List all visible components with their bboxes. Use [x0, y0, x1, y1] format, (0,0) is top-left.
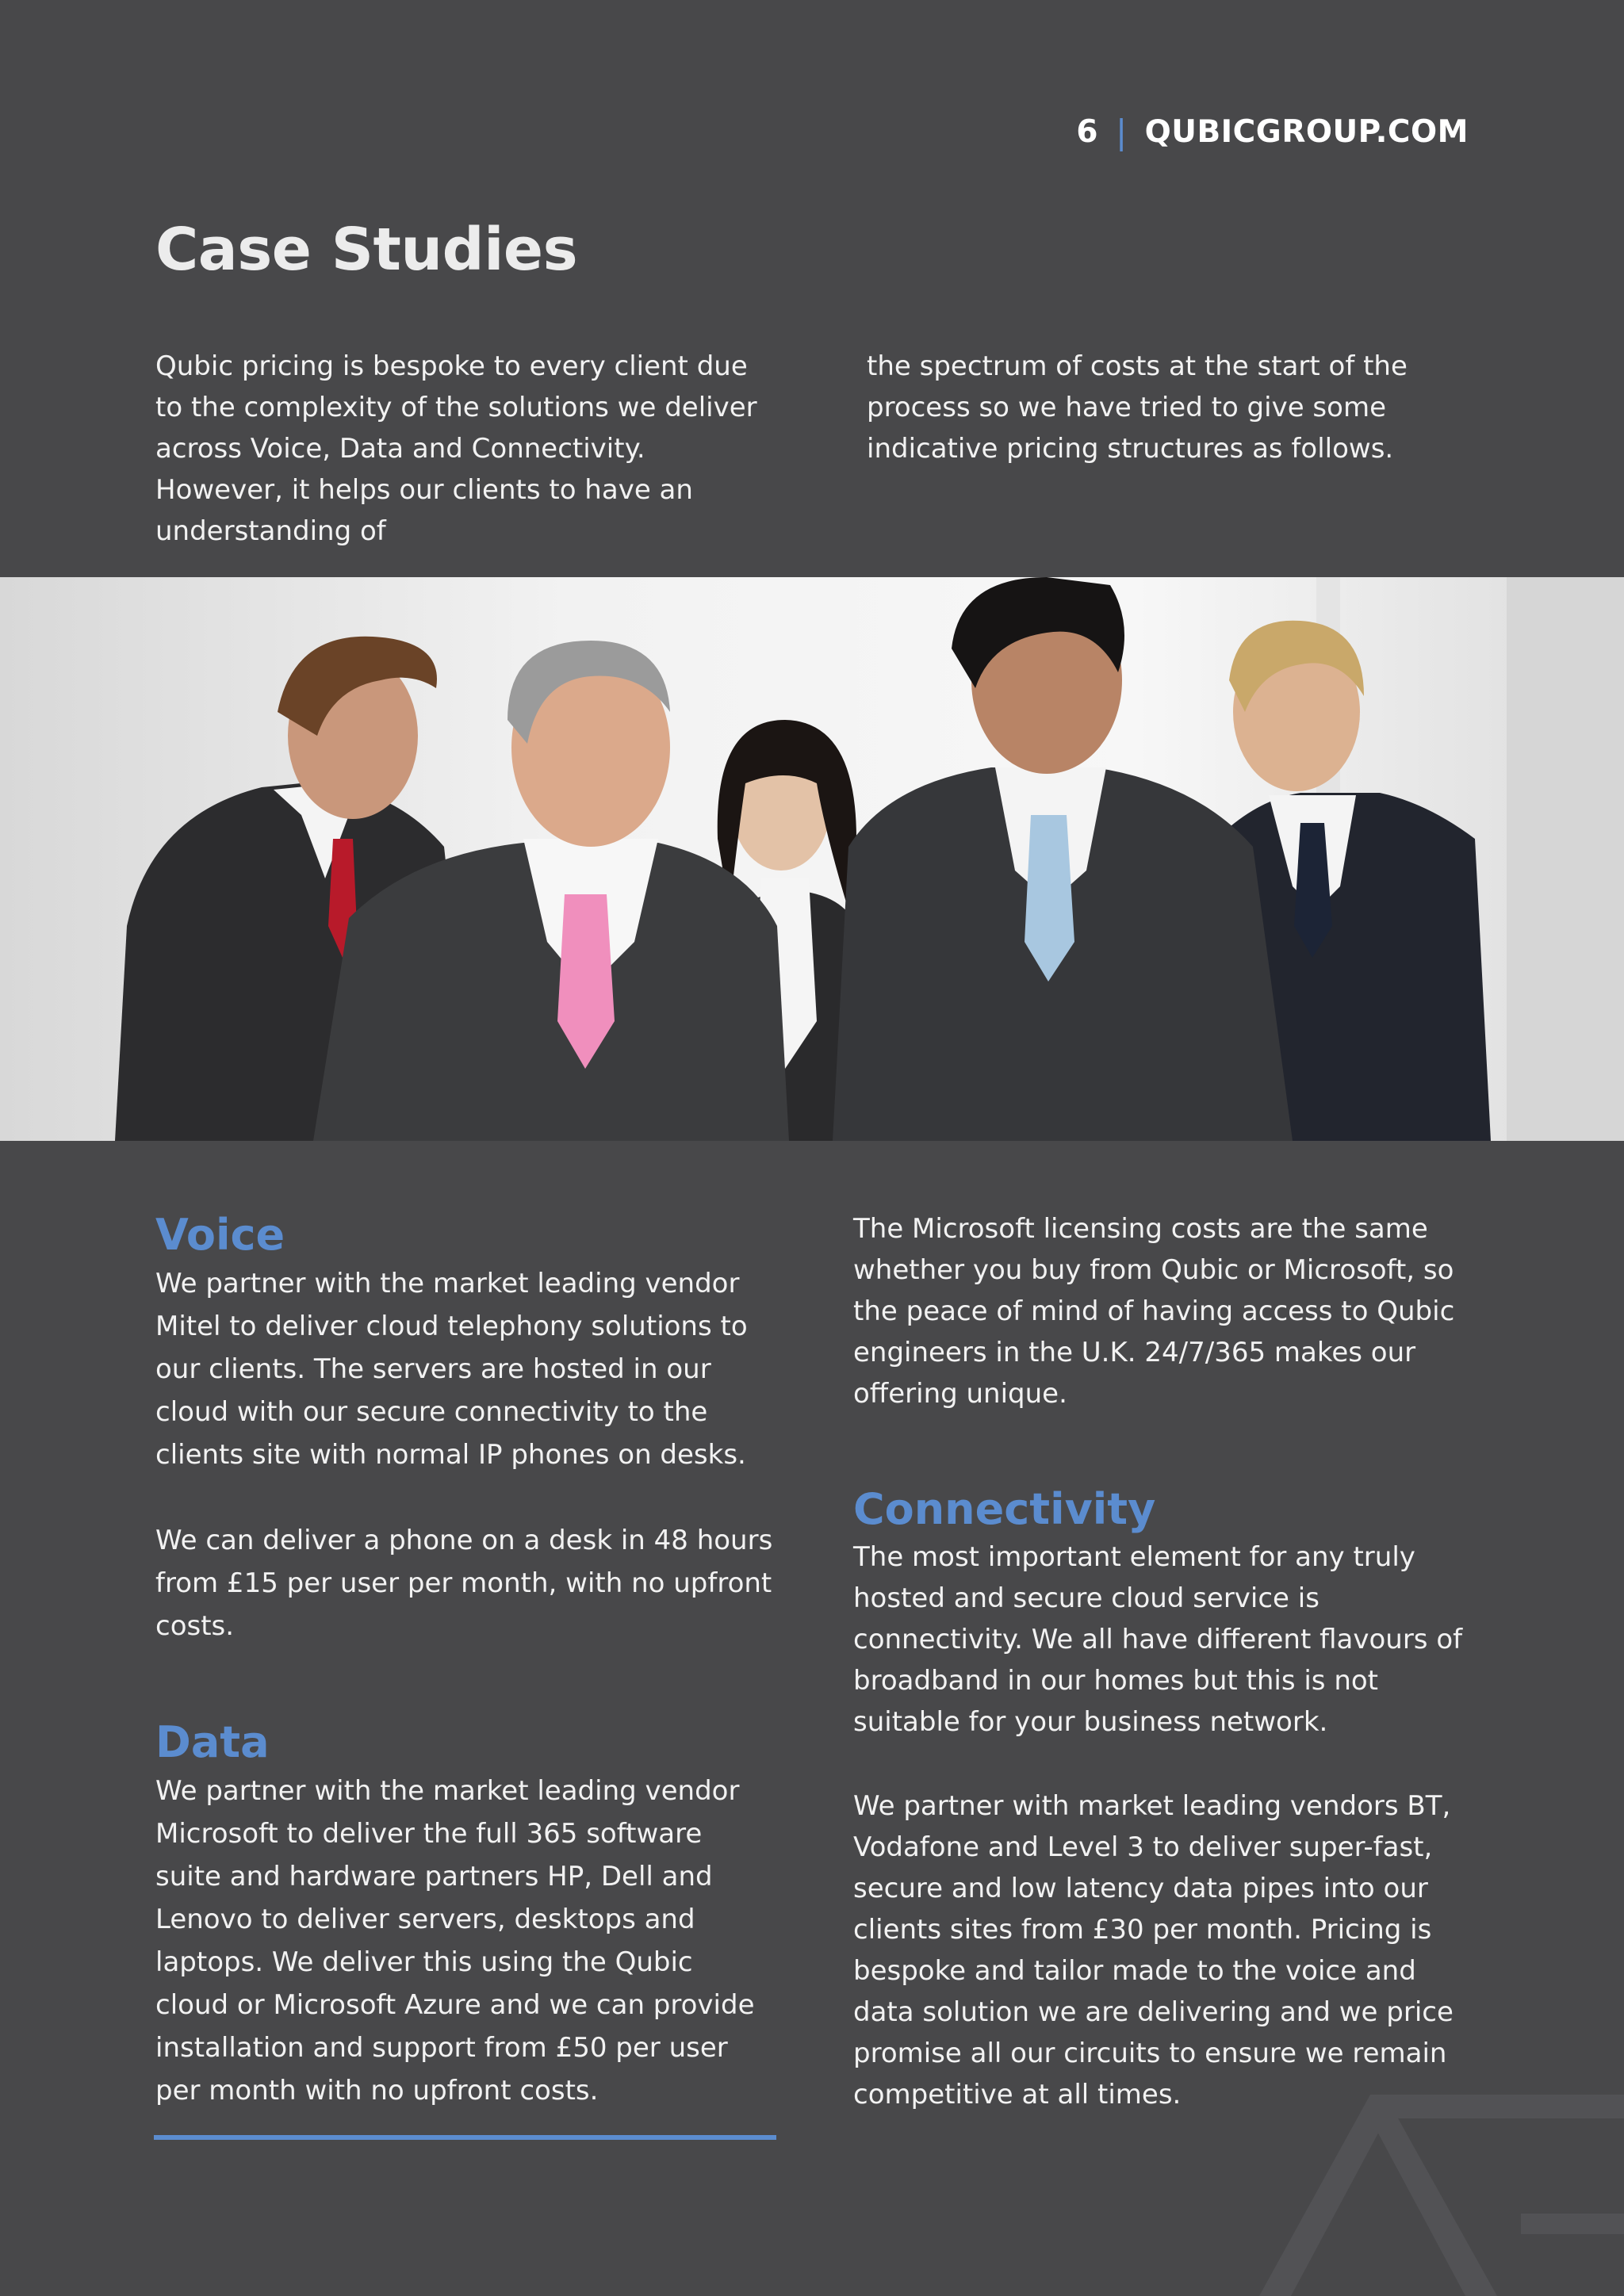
page-number: 6 [1076, 114, 1098, 150]
page-title: Case Studies [155, 216, 578, 284]
intro [155, 346, 1469, 552]
intro-text-left: Qubic pricing is bespoke to every client due to the complexity of the solutions we deliver across Voice, Data and Connectivity. However, it helps our clients to have an understanding of [155, 350, 757, 547]
business-team-illustration [0, 577, 1624, 1141]
connectivity-paragraph-1: The most important element for any truly hosted and secure cloud service is connectivity. We all have different flavours of broadband in our homes but this is not suitable for your business network. [853, 1541, 1463, 1738]
hero-photo [0, 577, 1624, 1141]
content-columns [155, 1208, 1469, 2115]
intro-left-column [155, 346, 757, 552]
page-header [1076, 113, 1469, 151]
header-separator: | [1115, 113, 1128, 151]
intro-text-right: the spectrum of costs at the start of the process so we have tried to give some indicative pricing structures as follows. [867, 350, 1408, 465]
voice-heading: Voice [155, 1210, 285, 1260]
voice-paragraph-2: We can deliver a phone on a desk in 48 hours from £15 per user per month, with no upfront costs. [155, 1525, 773, 1642]
connectivity-heading: Connectivity [853, 1484, 1156, 1534]
site-link[interactable]: QUBICGROUP.COM [1144, 114, 1469, 150]
microsoft-note: The Microsoft licensing costs are the same whether you buy from Qubic or Microsoft, so the peace of mind of having access to Qubic engineers in the U.K. 24/7/365 makes our offering unique. [853, 1213, 1455, 1410]
logo-watermark-icon [1259, 2095, 1624, 2296]
data-paragraph-1: We partner with the market leading vendor Microsoft to deliver the full 365 software suite and hardware partners HP, Dell and Lenovo to deliver servers, desktops and laptops. We deliver this using the Qubic cloud or Microsoft Azure and we can provide installation and support from £50 per user per month with no upfront costs. [155, 1775, 755, 2107]
content-left-column [155, 1208, 774, 2115]
data-heading: Data [155, 1717, 270, 1767]
connectivity-paragraph-2: We partner with market leading vendors BT, Vodafone and Level 3 to deliver super-fast, secure and low latency data pipes into our clients sites from £30 per month. Pricing is bespoke and tailor made to the voice and data solution we are delivering and we price promise all our circuits to ensure we remain competitive at all times. [853, 1790, 1454, 2110]
voice-paragraph-1: We partner with the market leading vendor Mitel to deliver cloud telephony solutions to our clients. The servers are hosted in our cloud with our secure connectivity to the clients site with normal IP phones on desks. [155, 1268, 748, 1471]
intro-right-column [867, 346, 1469, 552]
content-right-column [853, 1208, 1469, 2115]
accent-divider [154, 2135, 776, 2140]
